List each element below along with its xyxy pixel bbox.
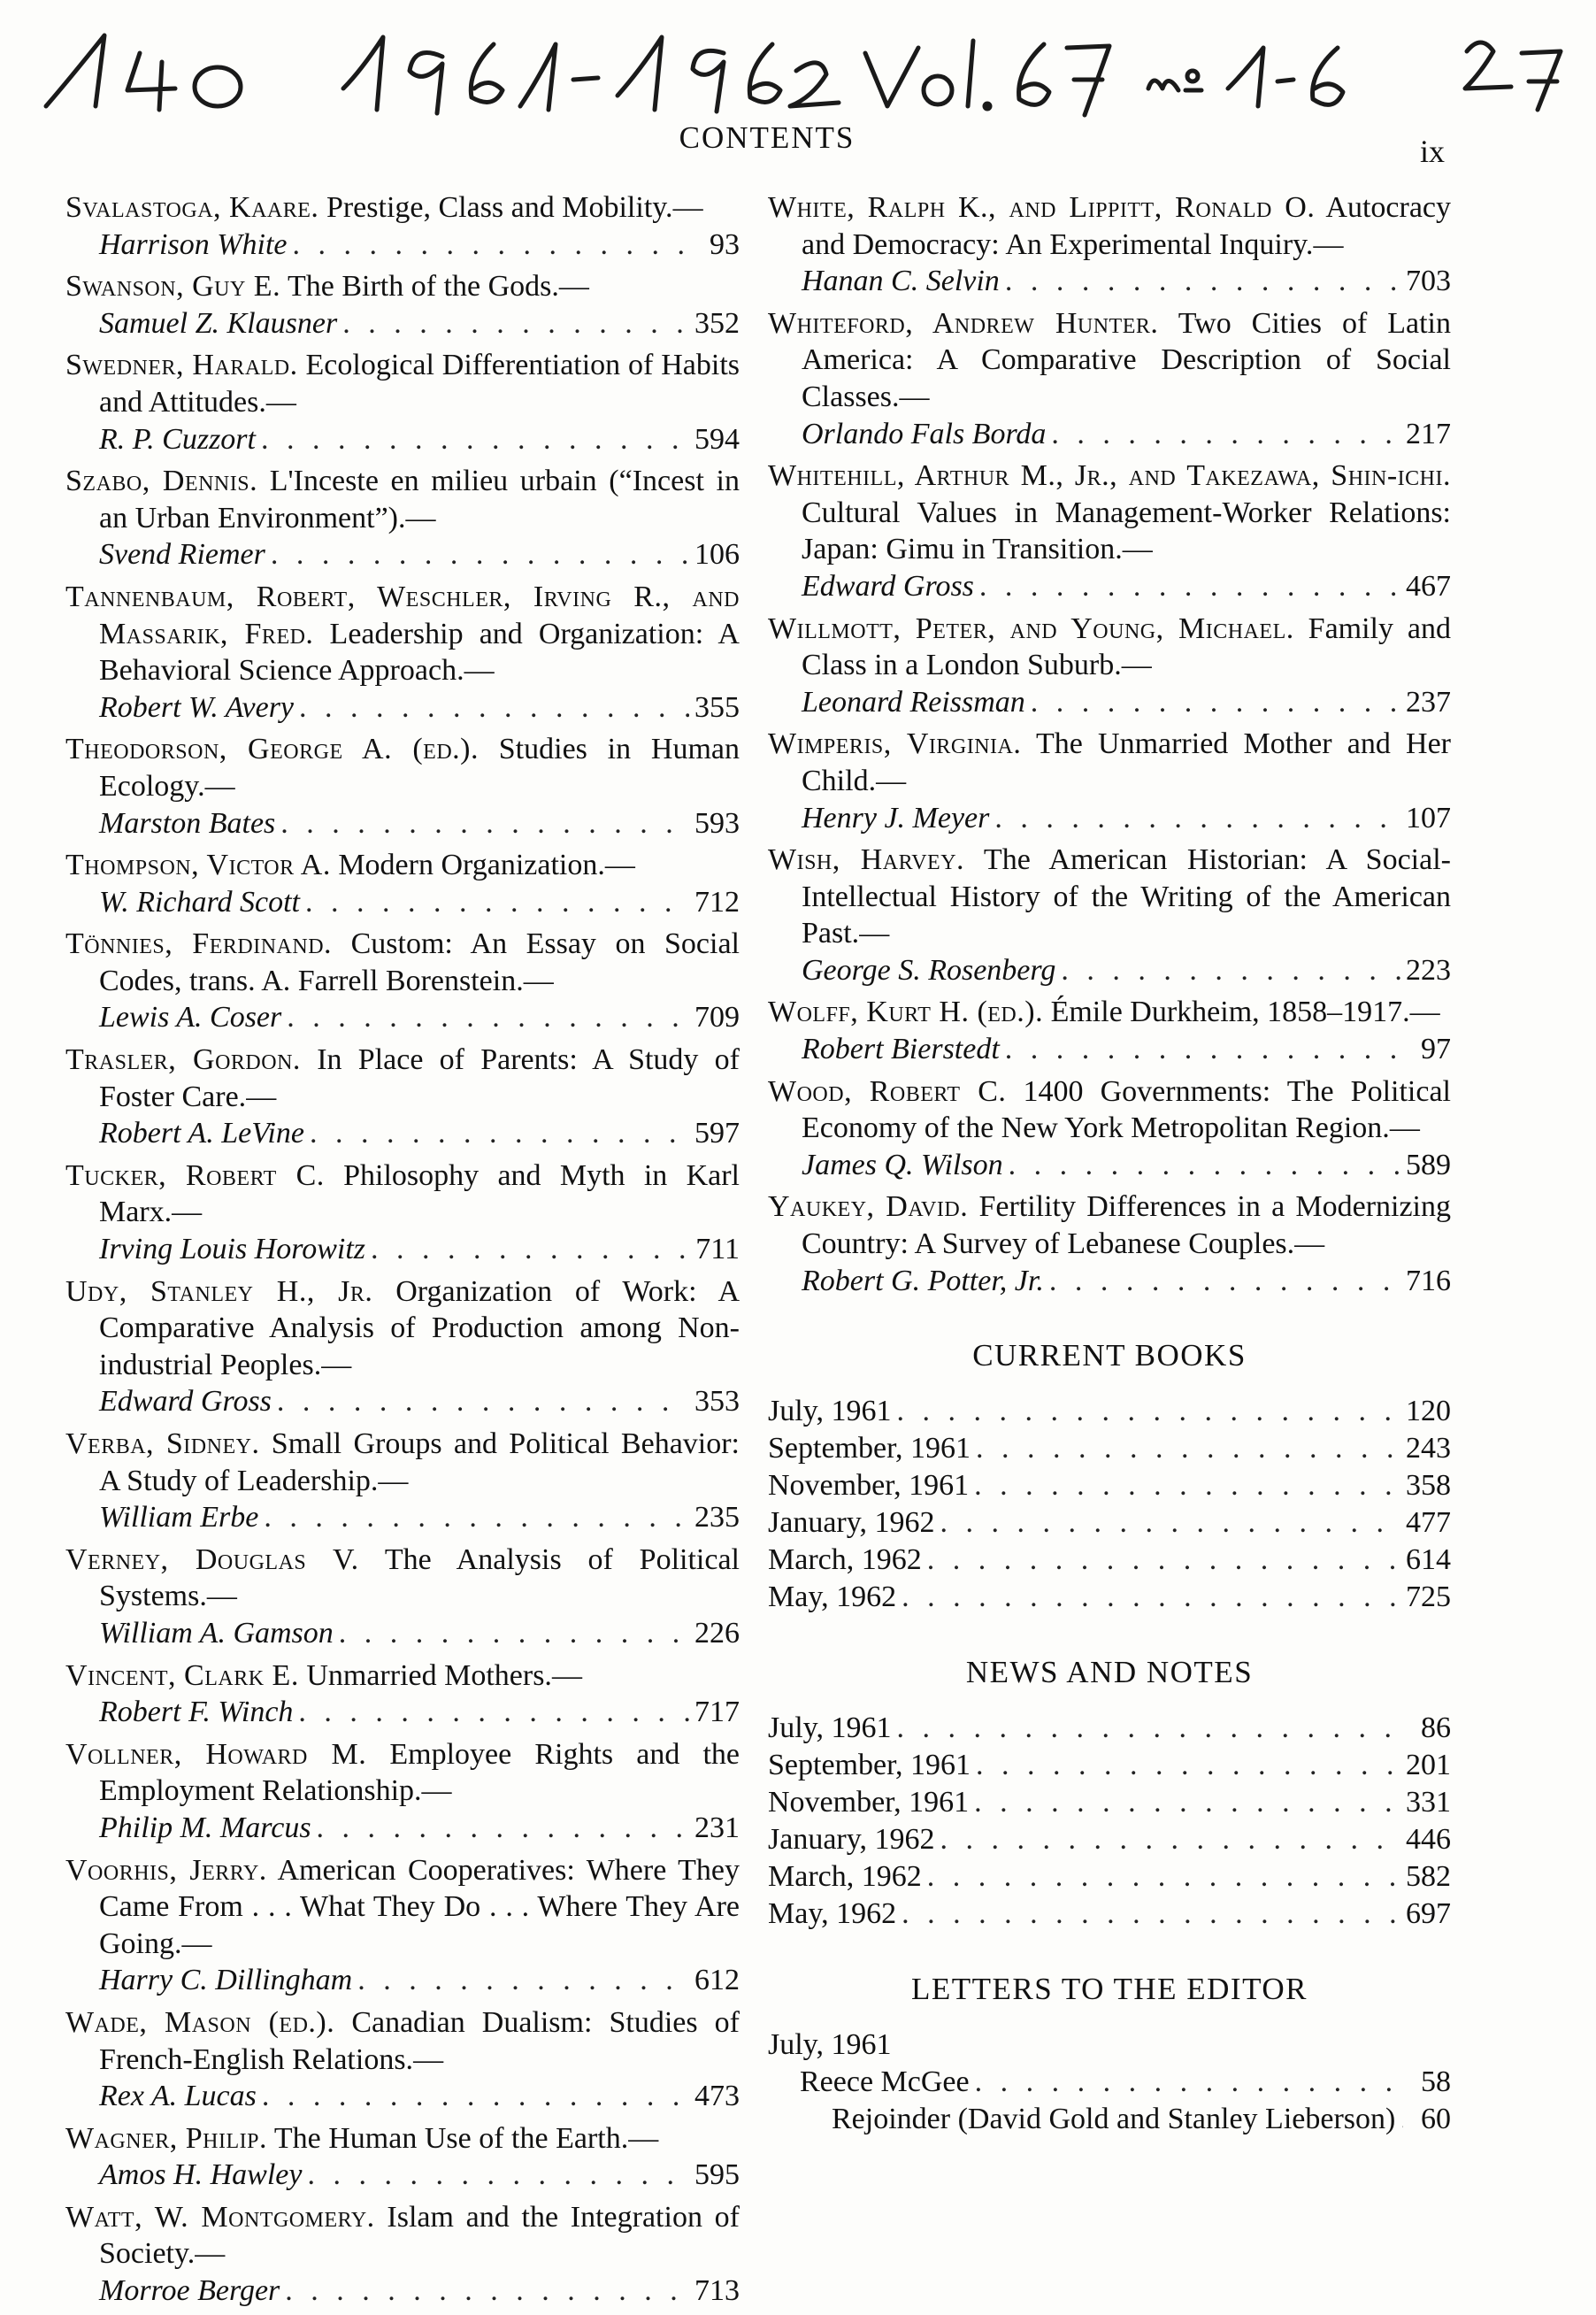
entry-reviewer: Robert A. LeVine xyxy=(99,1117,304,1150)
left-column xyxy=(65,189,740,2315)
contents-entry: Swedner, Harald. Ecological Differentiation of Habits and Attitudes.— R. P. Cuzzort . . . 594 xyxy=(65,347,740,458)
dot-leaders xyxy=(1049,1263,1400,1300)
contents-entry: Whitehill, Arthur M., Jr., and Takezawa, Shin-ichi. Cultural Values in Management-Worker Relations: Japan: Gimu in Transition.— Edward Gross . . . 467 xyxy=(768,458,1451,604)
entry-author: Tannenbaum, Robert, Weschler, Irving R., and Massarik, Fred. xyxy=(65,580,740,650)
row-label: March, 1962 xyxy=(768,1543,922,1577)
entry-title: American Cooperatives: Where They Came From . . . What They Do . . . Where They Are Going. xyxy=(99,1853,740,1960)
entry-page-number: 594 xyxy=(694,422,740,456)
entry-reviewer: Robert F. Winch xyxy=(99,1696,294,1729)
entry-page-number: 97 xyxy=(1421,1033,1451,1066)
list-row xyxy=(768,1467,1451,1504)
entry-author: Watt, W. Montgomery. xyxy=(65,2200,375,2234)
current-books-list xyxy=(768,1393,1451,1616)
dot-leaders xyxy=(317,1810,689,1847)
dot-leaders xyxy=(979,568,1400,605)
row-label: January, 1962 xyxy=(768,1506,935,1540)
entry-title: The Unmarried Mother and Her Child. xyxy=(802,727,1451,797)
contents-entry: Wolff, Kurt H. (ed.). Émile Durkheim, 1858–1917.— Robert Bierstedt . . . 97 xyxy=(768,994,1451,1067)
entry-page-number: 226 xyxy=(694,1616,740,1650)
entry-author: Svalastoga, Kaare. xyxy=(65,191,319,224)
row-page-number: 120 xyxy=(1406,1395,1451,1428)
dot-leaders xyxy=(1005,263,1400,300)
contents-entry: Verney, Douglas V. The Analysis of Political Systems.— William A. Gamson . . . 226 xyxy=(65,1542,740,1652)
entry-author: Wagner, Philip. xyxy=(65,2121,267,2155)
handwritten-annotation xyxy=(42,18,1564,124)
entry-title: Ecological Differentiation of Habits and Attitudes. xyxy=(99,349,740,419)
dot-leaders xyxy=(974,1784,1400,1821)
entry-reviewer: Morroe Berger xyxy=(99,2274,280,2308)
entry-author: Wish, Harvey. xyxy=(768,843,965,877)
entry-page-number: 467 xyxy=(1406,569,1451,603)
contents-entry: Tönnies, Ferdinand. Custom: An Essay on Social Codes, trans. A. Farrell Borenstein.— Lewis A. Coser . . . 709 xyxy=(65,926,740,1036)
row-page-number: 331 xyxy=(1406,1786,1451,1819)
entry-reviewer: Henry J. Meyer xyxy=(802,801,990,834)
row-label: September, 1961 xyxy=(768,1432,971,1465)
dot-leaders xyxy=(277,1383,689,1420)
entry-reviewer: Orlando Fals Borda xyxy=(802,417,1047,450)
entry-page-number: 223 xyxy=(1406,953,1451,987)
dot-leaders xyxy=(994,800,1400,837)
dot-leaders xyxy=(976,1747,1400,1784)
entry-reviewer: Leonard Reissman xyxy=(802,685,1025,719)
list-row xyxy=(768,1710,1451,1747)
entry-title: The American Historian: A Social-Intellectual History of the Writing of the American Past. xyxy=(802,843,1451,950)
row-label: July, 1961 xyxy=(768,1711,892,1745)
dot-leaders xyxy=(1009,1147,1400,1184)
entry-reviewer: Harrison White xyxy=(99,227,288,261)
contents-entry: Yaukey, David. Fertility Differences in a Modernizing Country: A Survey of Lebanese Couples.— Robert G. Potter, Jr. . . . 716 xyxy=(768,1188,1451,1299)
entry-page-number: 237 xyxy=(1406,685,1451,719)
row-label: Reece McGee xyxy=(800,2065,970,2099)
entry-title: L'Inceste en milieu urbain (“Incest in an Urban Environment”). xyxy=(99,465,740,535)
entry-title: Unmarried Mothers. xyxy=(306,1658,552,1692)
entry-title: Fertility Differences in a Modernizing Country: A Survey of Lebanese Couples. xyxy=(802,1190,1452,1261)
row-page-number: 201 xyxy=(1406,1749,1451,1782)
contents-entry: Verba, Sidney. Small Groups and Political Behavior: A Study of Leadership.— William Erbe . . . 235 xyxy=(65,1426,740,1536)
entry-title: Autocracy and Democracy: An Experimental Inquiry. xyxy=(802,191,1452,261)
letters-month xyxy=(768,2027,1451,2064)
list-row xyxy=(768,1747,1451,1784)
dot-leaders xyxy=(1031,684,1400,721)
row-page-number: 358 xyxy=(1406,1469,1451,1503)
dot-leaders xyxy=(1051,416,1400,453)
dot-leaders xyxy=(1400,2101,1403,2138)
dot-leaders xyxy=(262,2078,689,2115)
letters-month-label: July, 1961 xyxy=(768,2028,892,2062)
row-page-number: 582 xyxy=(1406,1860,1451,1894)
entry-title: Custom: An Essay on Social Codes, trans. A. Farrell Borenstein. xyxy=(99,927,740,997)
entry-author: Theodorson, George A. (ed.). xyxy=(65,733,479,766)
row-page-number: 697 xyxy=(1406,1897,1451,1931)
row-page-number: 60 xyxy=(1421,2103,1451,2136)
entry-page-number: 716 xyxy=(1406,1264,1451,1297)
row-page-number: 477 xyxy=(1406,1506,1451,1540)
contents-entry: Wish, Harvey. The American Historian: A Social-Intellectual History of the Writing of the American Past.— George S. Rosenberg . . . 223 xyxy=(768,842,1451,988)
dot-leaders xyxy=(357,1962,689,1999)
news-and-notes-list xyxy=(768,1710,1451,1933)
entry-reviewer: Harry C. Dillingham xyxy=(99,1964,353,1997)
row-label: November, 1961 xyxy=(768,1786,970,1819)
dot-leaders xyxy=(264,1499,689,1536)
dot-leaders xyxy=(927,1542,1400,1579)
contents-entry: Theodorson, George A. (ed.). Studies in Human Ecology.— Marston Bates . . . 593 xyxy=(65,731,740,842)
list-row xyxy=(768,1821,1451,1858)
list-row xyxy=(768,1579,1451,1616)
dot-leaders xyxy=(261,421,689,458)
entry-reviewer: Marston Bates xyxy=(99,806,276,840)
entry-page-number: 703 xyxy=(1406,265,1451,298)
contents-entry: Watt, W. Montgomery. Islam and the Integration of Society.— Morroe Berger . . . 713 xyxy=(65,2199,740,2310)
letters-list xyxy=(768,2064,1451,2138)
dot-leaders xyxy=(896,1710,1403,1747)
entry-title: Two Cities of Latin America: A Comparative Description of Social Classes. xyxy=(802,306,1451,413)
row-label: July, 1961 xyxy=(768,1395,892,1428)
dot-leaders xyxy=(902,1896,1400,1933)
entry-page-number: 713 xyxy=(694,2274,740,2308)
entry-author: White, Ralph K., and Lippitt, Ronald O. xyxy=(768,191,1316,224)
entry-title: Cultural Values in Management-Worker Relations: Japan: Gimu in Transition. xyxy=(802,496,1451,566)
dot-leaders xyxy=(896,1393,1400,1430)
entry-page-number: 93 xyxy=(710,227,740,261)
row-label: November, 1961 xyxy=(768,1469,970,1503)
entry-page-number: 352 xyxy=(694,306,740,340)
entry-title: Émile Durkheim, 1858–1917. xyxy=(1050,996,1410,1029)
contents-entry: Voorhis, Jerry. American Cooperatives: Where They Came From . . . What They Do . . . Where They Are Going.— Harry C. Dillingham . . . 612 xyxy=(65,1852,740,1999)
entry-author: Wood, Robert C. xyxy=(768,1074,1007,1108)
entry-page-number: 589 xyxy=(1406,1148,1451,1181)
entry-author: Swanson, Guy E. xyxy=(65,270,281,304)
contents-entry: Tucker, Robert C. Philosophy and Myth in Karl Marx.— Irving Louis Horowitz . . . 711 xyxy=(65,1158,740,1268)
entry-page-number: 473 xyxy=(694,2080,740,2113)
entry-page-number: 106 xyxy=(694,538,740,572)
entry-reviewer: Edward Gross xyxy=(99,1385,272,1419)
entry-title: Small Groups and Political Behavior: A Study of Leadership. xyxy=(99,1427,740,1497)
dot-leaders xyxy=(287,999,689,1036)
contents-entry: White, Ralph K., and Lippitt, Ronald O. Autocracy and Democracy: An Experimental Inquiry.— Hanan C. Selvin . . . 703 xyxy=(768,189,1451,300)
entry-page-number: 107 xyxy=(1406,801,1451,834)
entry-title: Family and Class in a London Suburb. xyxy=(802,611,1451,682)
entry-reviewer: William A. Gamson xyxy=(99,1616,334,1650)
entry-author: Wolff, Kurt H. (ed.). xyxy=(768,996,1044,1029)
entry-page-number: 709 xyxy=(694,1001,740,1034)
contents-entry: Wagner, Philip. The Human Use of the Earth.— Amos H. Hawley . . . 595 xyxy=(65,2120,740,2194)
right-column-entries xyxy=(768,189,1451,1299)
entry-reviewer: Robert Bierstedt xyxy=(802,1033,1000,1066)
entry-title: 1400 Governments: The Political Economy of the New York Metropolitan Region. xyxy=(802,1074,1452,1145)
row-page-number: 614 xyxy=(1406,1543,1451,1577)
row-page-number: 725 xyxy=(1406,1581,1451,1614)
entry-title: Employee Rights and the Employment Relationship. xyxy=(99,1737,740,1808)
list-row xyxy=(768,1858,1451,1896)
row-page-number: 58 xyxy=(1421,2065,1451,2099)
entry-author: Voorhis, Jerry. xyxy=(65,1853,267,1887)
entry-author: Udy, Stanley H., Jr. xyxy=(65,1274,373,1308)
entry-title: Philosophy and Myth in Karl Marx. xyxy=(99,1158,740,1229)
dot-leaders xyxy=(940,1821,1400,1858)
dot-leaders xyxy=(1005,1031,1403,1068)
dot-leaders xyxy=(975,2064,1403,2101)
entry-title: Modern Organization. xyxy=(338,849,605,882)
dot-leaders xyxy=(371,1231,690,1268)
row-page-number: 86 xyxy=(1421,1711,1451,1745)
dot-leaders xyxy=(902,1579,1400,1616)
entry-author: Whitehill, Arthur M., Jr., and Takezawa, Shin-ichi. xyxy=(768,459,1451,493)
dot-leaders xyxy=(285,2273,689,2310)
entry-title: Leadership and Organization: A Behavioral Science Approach. xyxy=(99,617,740,688)
entry-page-number: 593 xyxy=(694,806,740,840)
dot-leaders xyxy=(940,1504,1400,1542)
row-label: March, 1962 xyxy=(768,1860,922,1894)
right-column xyxy=(768,189,1451,2138)
current-books-title: CURRENT BOOKS xyxy=(972,1338,1247,1373)
dot-leaders xyxy=(280,805,689,842)
entry-title: The Human Use of the Earth. xyxy=(273,2121,629,2155)
contents-entry: Vollner, Howard M. Employee Rights and the Employment Relationship.— Philip M. Marcus . . . 231 xyxy=(65,1736,740,1847)
contents-entry: Thompson, Victor A. Modern Organization.— W. Richard Scott . . . 712 xyxy=(65,847,740,920)
row-page-number: 243 xyxy=(1406,1432,1451,1465)
dot-leaders xyxy=(271,536,689,573)
news-and-notes-title: NEWS AND NOTES xyxy=(965,1655,1254,1690)
entry-page-number: 612 xyxy=(694,1964,740,1997)
list-row xyxy=(768,1393,1451,1430)
entry-reviewer: Lewis A. Coser xyxy=(99,1001,282,1034)
entry-author: Yaukey, David. xyxy=(768,1190,969,1224)
entry-reviewer: George S. Rosenberg xyxy=(802,953,1056,987)
list-row xyxy=(768,2064,1451,2101)
entry-title: Islam and the Integration of Society. xyxy=(99,2200,740,2271)
entry-author: Vincent, Clark E. xyxy=(65,1658,299,1692)
entry-author: Willmott, Peter, and Young, Michael. xyxy=(768,611,1294,645)
row-page-number: 446 xyxy=(1406,1823,1451,1857)
entry-reviewer: Rex A. Lucas xyxy=(99,2080,257,2113)
entry-page-number: 235 xyxy=(694,1501,740,1534)
row-label: January, 1962 xyxy=(768,1823,935,1857)
entry-page-number: 353 xyxy=(694,1385,740,1419)
entry-author: Whiteford, Andrew Hunter. xyxy=(768,306,1159,340)
entry-author: Wimperis, Virginia. xyxy=(768,727,1022,761)
list-row xyxy=(768,1542,1451,1579)
contents-entry: Wimperis, Virginia. The Unmarried Mother and Her Child.— Henry J. Meyer . . . 107 xyxy=(768,726,1451,836)
list-row xyxy=(768,1896,1451,1933)
entry-title: In Place of Parents: A Study of Foster Care. xyxy=(99,1043,740,1113)
entry-reviewer: Samuel Z. Klausner xyxy=(99,306,338,340)
list-row xyxy=(768,1504,1451,1542)
dot-leaders xyxy=(298,1694,689,1731)
entry-page-number: 712 xyxy=(694,885,740,919)
page-title: CONTENTS xyxy=(679,120,856,155)
contents-entry: Willmott, Peter, and Young, Michael. Family and Class in a London Suburb.— Leonard Reissman . . . 237 xyxy=(768,611,1451,721)
dot-leaders xyxy=(976,1430,1400,1467)
entry-author: Verba, Sidney. xyxy=(65,1427,260,1460)
contents-entry: Tannenbaum, Robert, Weschler, Irving R., and Massarik, Fred. Leadership and Organization: A Behavioral Science Approach.— Robert W. Avery . . . 355 xyxy=(65,579,740,726)
list-row xyxy=(768,1784,1451,1821)
entry-reviewer: Edward Gross xyxy=(802,569,974,603)
entry-author: Wade, Mason (ed.). xyxy=(65,2005,335,2039)
letters-to-editor-title: LETTERS TO THE EDITOR xyxy=(911,1972,1308,2007)
dot-leaders xyxy=(293,227,693,264)
entry-page-number: 711 xyxy=(695,1233,740,1266)
entry-reviewer: Robert G. Potter, Jr. xyxy=(802,1264,1044,1297)
entry-author: Trasler, Gordon. xyxy=(65,1043,301,1077)
dot-leaders xyxy=(299,689,689,727)
contents-entry: Svalastoga, Kaare. Prestige, Class and Mobility.— Harrison White . . . 93 xyxy=(65,189,740,263)
entry-reviewer: R. P. Cuzzort xyxy=(99,422,256,456)
dot-leaders xyxy=(342,305,689,342)
entry-reviewer: William Erbe xyxy=(99,1501,259,1534)
entry-reviewer: Amos H. Hawley xyxy=(99,2158,303,2192)
entry-reviewer: Robert W. Avery xyxy=(99,690,295,724)
list-row xyxy=(768,2101,1451,2138)
row-label: May, 1962 xyxy=(768,1581,897,1614)
entry-page-number: 217 xyxy=(1406,417,1451,450)
page-number: ix xyxy=(1420,134,1446,169)
dot-leaders xyxy=(307,2157,689,2194)
entry-page-number: 595 xyxy=(694,2158,740,2192)
entry-reviewer: Irving Louis Horowitz xyxy=(99,1233,366,1266)
entry-author: Szabo, Dennis. xyxy=(65,465,258,498)
entry-page-number: 355 xyxy=(694,690,740,724)
contents-entry: Szabo, Dennis. L'Inceste en milieu urbain (“Incest in an Urban Environment”).— Svend Riemer . . . 106 xyxy=(65,463,740,573)
contents-entry: Swanson, Guy E. The Birth of the Gods.— Samuel Z. Klausner . . . 352 xyxy=(65,268,740,342)
entry-author: Tucker, Robert C. xyxy=(65,1158,325,1192)
entry-page-number: 717 xyxy=(694,1696,740,1729)
entry-title: The Analysis of Political Systems. xyxy=(99,1542,740,1613)
dot-leaders xyxy=(339,1615,689,1652)
contents-entry: Whiteford, Andrew Hunter. Two Cities of Latin America: A Comparative Description of Social Classes.— Orlando Fals Borda . . . 217 xyxy=(768,305,1451,452)
dot-leaders xyxy=(1061,952,1400,989)
entry-author: Thompson, Victor A. xyxy=(65,849,331,882)
entry-author: Tönnies, Ferdinand. xyxy=(65,927,333,961)
contents-entry: Trasler, Gordon. In Place of Parents: A Study of Foster Care.— Robert A. LeVine . . . 597 xyxy=(65,1042,740,1152)
entry-reviewer: Philip M. Marcus xyxy=(99,1811,311,1844)
contents-entry: Wood, Robert C. 1400 Governments: The Political Economy of the New York Metropolitan Region.— James Q. Wilson . . . 589 xyxy=(768,1073,1451,1184)
entry-reviewer: W. Richard Scott xyxy=(99,885,300,919)
entry-author: Swedner, Harald. xyxy=(65,349,298,382)
entry-page-number: 597 xyxy=(694,1117,740,1150)
dot-leaders xyxy=(927,1858,1400,1896)
entry-title: The Birth of the Gods. xyxy=(287,270,559,304)
dot-leaders xyxy=(305,884,689,921)
dot-leaders xyxy=(310,1115,689,1152)
row-label: September, 1961 xyxy=(768,1749,971,1782)
contents-entry: Wade, Mason (ed.). Canadian Dualism: Studies of French-English Relations.— Rex A. Lucas . . . 473 xyxy=(65,2004,740,2115)
handwritten-annotation-drawing xyxy=(42,18,1564,124)
entry-author: Verney, Douglas V. xyxy=(65,1542,359,1576)
contents-entry: Udy, Stanley H., Jr. Organization of Work: A Comparative Analysis of Production among Non-industrial Peoples.— Edward Gross . . . 353 xyxy=(65,1273,740,1420)
row-label: Rejoinder (David Gold and Stanley Lieberson) xyxy=(832,2103,1396,2136)
entry-reviewer: Hanan C. Selvin xyxy=(802,265,1000,298)
entry-reviewer: James Q. Wilson xyxy=(802,1148,1003,1181)
entry-reviewer: Svend Riemer xyxy=(99,538,265,572)
entry-title: Studies in Human Ecology. xyxy=(99,733,740,803)
entry-author: Vollner, Howard M. xyxy=(65,1737,367,1771)
contents-entry: Vincent, Clark E. Unmarried Mothers.— Robert F. Winch . . . 717 xyxy=(65,1657,740,1731)
entry-page-number: 231 xyxy=(694,1811,740,1844)
entry-title: Organization of Work: A Comparative Analysis of Production among Non-industrial Peoples. xyxy=(99,1274,740,1381)
dot-leaders xyxy=(974,1467,1400,1504)
entry-title: Prestige, Class and Mobility. xyxy=(326,191,673,224)
entry-title: Canadian Dualism: Studies of French-English Relations. xyxy=(99,2005,740,2076)
list-row xyxy=(768,1430,1451,1467)
row-label: May, 1962 xyxy=(768,1897,897,1931)
